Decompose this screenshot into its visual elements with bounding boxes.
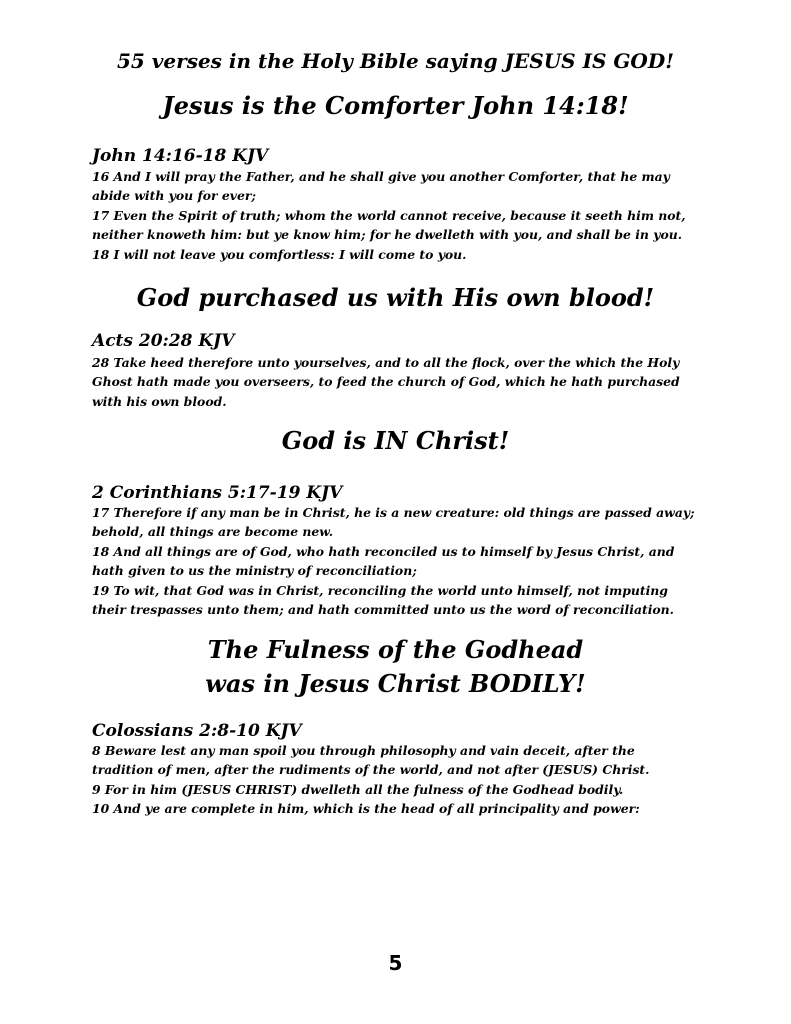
verse-line: 17 Even the Spirit of truth; whom the world cannot receive, because it seeth him not, — [92, 207, 686, 223]
verse-block — [92, 741, 712, 819]
verse-block — [92, 503, 712, 619]
verse-line: behold, all things are become new. — [92, 524, 334, 540]
scripture-reference: Acts 20:28 KJV — [92, 331, 235, 351]
document-title: 55 verses in the Holy Bible saying JESUS IS GOD! — [117, 49, 674, 73]
verse-block — [92, 167, 712, 264]
scripture-reference: John 14:16-18 KJV — [92, 146, 269, 166]
verse-block — [92, 353, 712, 411]
section-heading: God purchased us with His own blood! — [136, 283, 655, 312]
verse-line: abide with you for ever; — [92, 188, 256, 204]
scripture-reference: Colossians 2:8-10 KJV — [92, 721, 302, 741]
section-heading-line-1: The Fulness of the Godhead — [207, 635, 584, 664]
scripture-reference: 2 Corinthians 5:17-19 KJV — [92, 483, 343, 503]
section-heading-line-2: was in Jesus Christ BODILY! — [205, 669, 586, 698]
verse-line: 8 Beware lest any man spoil you through philosophy and vain deceit, after the — [92, 743, 635, 758]
section-godhead — [0, 634, 791, 824]
verse-line: 18 And all things are of God, who hath reconciled us to himself by Jesus Christ, and — [92, 543, 675, 559]
verse-line: hath given to us the ministry of reconciliation; — [92, 563, 417, 579]
verse-line: neither knoweth him: but ye know him; for he dwelleth with you, and shall be in you. — [92, 227, 683, 243]
verse-line: 9 For in him (JESUS CHRIST) dwelleth all the fulness of the Godhead bodily. — [92, 781, 624, 797]
section-heading: Jesus is the Comforter John 14:18! — [162, 91, 629, 120]
verse-line: Ghost hath made you overseers, to feed the church of God, which he hath purchased — [92, 374, 680, 390]
section-blood — [0, 282, 791, 422]
page-number: 5 — [388, 951, 403, 975]
section-heading: God is IN Christ! — [281, 426, 510, 455]
verse-line: their trespasses unto them; and hath committed unto us the word of reconciliation. — [92, 602, 674, 618]
verse-line: 16 And I will pray the Father, and he shall give you another Comforter, that he may — [92, 169, 670, 184]
verse-line: with his own blood. — [92, 393, 227, 409]
verse-line: 17 Therefore if any man be in Christ, he is a new creature: old things are passed away; — [92, 505, 695, 520]
verse-line: 19 To wit, that God was in Christ, reconciling the world unto himself, not imputing — [92, 582, 668, 598]
verse-line: 10 And ye are complete in him, which is the head of all principality and power: — [92, 801, 640, 817]
verse-line: 18 I will not leave you comfortless: I will come to you. — [92, 246, 467, 262]
verse-line: 28 Take heed therefore unto yourselves, and to all the flock, over the which the Holy — [92, 355, 680, 370]
section-in-christ — [0, 425, 791, 625]
section-comforter — [0, 90, 791, 270]
verse-line: tradition of men, after the rudiments of the world, and not after (JESUS) Christ. — [92, 762, 650, 778]
